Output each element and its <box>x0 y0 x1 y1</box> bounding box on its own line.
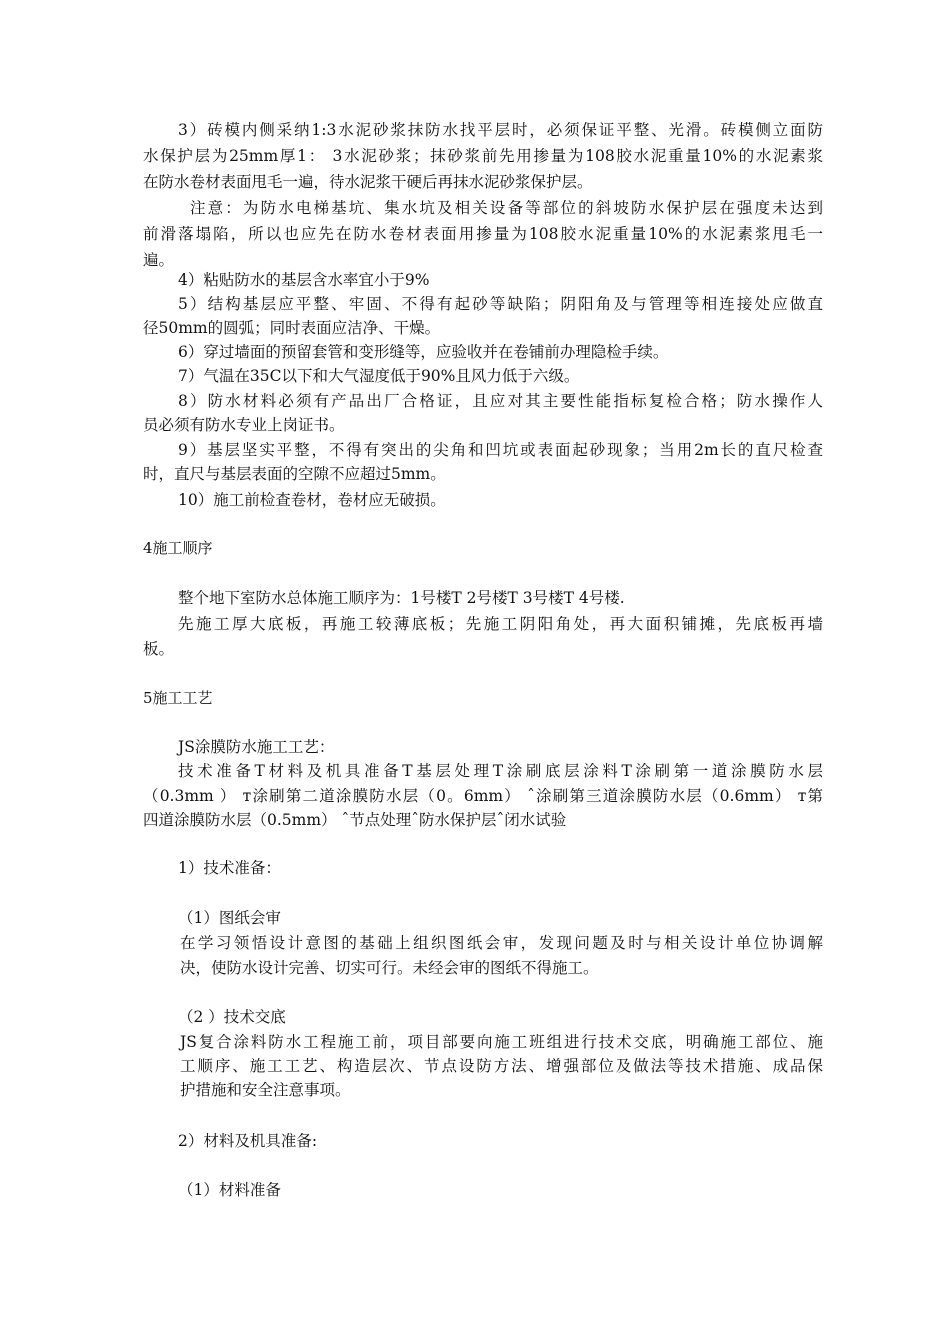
paragraph-line: 径50mm的圆弧；同时表面应洁净、干燥。 <box>143 319 441 337</box>
sub-heading: 1）技术准备： <box>178 859 281 877</box>
sub-heading: （2 ）技术交底 <box>178 1008 286 1026</box>
paragraph-line: 7）气温在35C以下和大气湿度低于90%且风力低于六级。 <box>178 367 580 385</box>
paragraph-line: 3）砖模内侧采纳1:3水泥砂浆抹防水找平层时，必须保证平整、光滑。砖模侧立面防 <box>178 121 823 139</box>
paragraph-line: 决，使防水设计完善、切实可行。未经会审的图纸不得施工。 <box>180 959 599 977</box>
paragraph-line: 整个地下室防水总体施工顺序为：1号楼T 2号楼T 3号楼T 4号楼. <box>178 589 625 607</box>
paragraph-line: JS复合涂料防水工程施工前，项目部要向施工班组进行技术交底，明确施工部位、施 <box>180 1033 823 1051</box>
sub-heading: （1）图纸会审 <box>178 909 281 927</box>
paragraph-line: 10）施工前检查卷材，卷材应无破损。 <box>178 491 446 509</box>
paragraph-line: 6）穿过墙面的预留套管和变形缝等，应验收并在卷铺前办理隐检手续。 <box>178 343 669 361</box>
paragraph-line: 5）结构基层应平整、牢固、不得有起砂等缺陷；阴阳角及与管理等相连接处应做直 <box>178 295 823 313</box>
paragraph-line: 前滑落塌陷，所以也应先在防水卷材表面用掺量为108胶水泥重量10%的水泥素浆甩毛一 <box>143 225 823 243</box>
paragraph-line: 4）粘贴防水的基层含水率宜小于9% <box>178 271 430 289</box>
paragraph-line: 板。 <box>143 640 175 658</box>
sub-heading: 2）材料及机具准备: <box>178 1132 318 1150</box>
paragraph-line: （0.3mm ） ᴛ涂刷第二道涂膜防水层（0。6mm） ˆ涂刷第三道涂膜防水层（0.6mm） ᴛ第 <box>143 787 823 805</box>
paragraph-line: 技术准备T材料及机具准备T基层处理T涂刷底层涂料T涂刷第一道涂膜防水层 <box>178 762 823 780</box>
sub-heading: （1）材料准备 <box>178 1181 281 1199</box>
paragraph-line: 注意：为防水电梯基坑、集水坑及相关设备等部位的斜坡防水保护层在强度未达到 <box>190 199 823 217</box>
paragraph-line: 工顺序、施工工艺、构造层次、节点设防方法、增强部位及做法等技术措施、成品保 <box>180 1057 823 1075</box>
paragraph-line: JS涂膜防水施工工艺： <box>178 738 335 756</box>
paragraph-line: 时，直尺与基层表面的空隙不应超过5mm。 <box>143 465 446 483</box>
section-heading: 5施工工艺 <box>143 689 213 707</box>
paragraph-line: 员必须有防水专业上岗证书。 <box>143 416 345 434</box>
paragraph-line: 在学习领悟设计意图的基础上组织图纸会审，发现问题及时与相关设计单位协调解 <box>180 934 823 952</box>
section-heading: 4施工顺序 <box>143 539 213 557</box>
paragraph-line: 先施工厚大底板，再施工较薄底板；先施工阴阳角处，再大面积铺摊，先底板再墙 <box>178 615 823 633</box>
paragraph-line: 四道涂膜防水层（0.5mm） ˆ节点处理ˆ防水保护层ˆ闭水试验 <box>143 811 567 829</box>
paragraph-line: 遍。 <box>143 251 175 269</box>
paragraph-line: 8）防水材料必须有产品出厂合格证，且应对其主要性能指标复检合格；防水操作人 <box>178 392 823 410</box>
paragraph-line: 护措施和安全注意事项。 <box>180 1081 351 1099</box>
paragraph-line: 水保护层为25mm厚1： 3水泥砂浆；抹砂浆前先用掺量为108胶水泥重量10%的水泥素浆 <box>143 147 823 165</box>
paragraph-line: 9）基层坚实平整，不得有突出的尖角和凹坑或表面起砂现象；当用2m长的直尺检查 <box>178 441 823 459</box>
paragraph-line: 在防水卷材表面甩毛一遍，待水泥浆干硬后再抹水泥砂浆保护层。 <box>143 173 593 191</box>
